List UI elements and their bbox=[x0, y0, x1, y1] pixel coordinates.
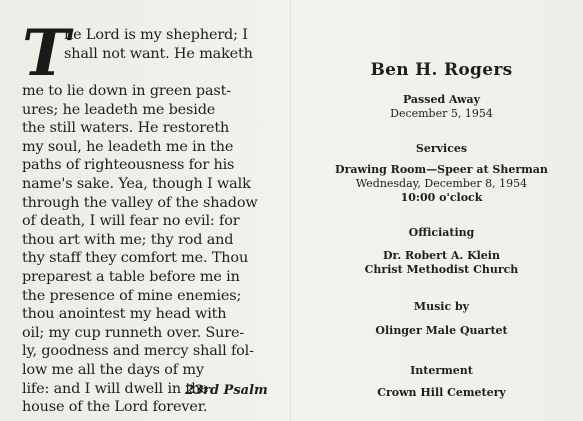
psalm-line: life: and I will dwell in the bbox=[22, 380, 209, 397]
psalm-line: thou art with me; thy rod and bbox=[22, 231, 234, 248]
psalm-indented-lines bbox=[64, 26, 282, 63]
cemetery-name: Crown Hill Cemetery bbox=[377, 386, 506, 399]
psalm-line: of death, I will fear no evil: for bbox=[22, 213, 240, 230]
services-label: Services bbox=[415, 142, 468, 155]
officiant-name: Dr. Robert A. Klein bbox=[383, 249, 500, 262]
psalm-line: thou anointest my head with bbox=[22, 306, 227, 323]
psalm-line: ures; he leadeth me beside bbox=[22, 101, 216, 118]
passed-label: Passed Away bbox=[402, 93, 481, 106]
memorial-details-panel bbox=[300, 0, 583, 421]
psalm-body bbox=[22, 82, 282, 417]
psalm-line: paths of righteousness for his bbox=[22, 157, 235, 174]
psalm-line: name's sake. Yea, though I walk bbox=[22, 175, 251, 192]
drop-cap: T bbox=[22, 16, 70, 91]
psalm-line: the presence of mine enemies; bbox=[22, 287, 242, 304]
psalm-line: preparest a table before me in bbox=[22, 268, 240, 285]
psalm-line: oil; my cup runneth over. Sure- bbox=[22, 324, 245, 341]
services-place: Drawing Room—Speer at Sherman bbox=[335, 163, 548, 176]
music-performers: Olinger Male Quartet bbox=[375, 324, 508, 337]
deceased-name: Ben H. Rogers bbox=[370, 60, 513, 80]
psalm-panel bbox=[22, 16, 282, 417]
psalm-line: my soul, he leadeth me in the bbox=[22, 138, 234, 155]
services-date: Wednesday, December 8, 1954 bbox=[355, 177, 528, 190]
psalm-line: house of the Lord forever. bbox=[22, 399, 208, 416]
psalm-line: the still waters. He restoreth bbox=[22, 120, 230, 137]
church-name: Christ Methodist Church bbox=[364, 263, 519, 276]
fold-line bbox=[290, 0, 291, 421]
services-time: 10:00 o'clock bbox=[400, 191, 483, 204]
music-label: Music by bbox=[413, 300, 470, 313]
psalm-line: low me all the days of my bbox=[22, 361, 204, 378]
psalm-line: ly, goodness and mercy shall fol- bbox=[22, 343, 254, 360]
psalm-attribution: 23rd Psalm bbox=[185, 383, 268, 398]
psalm-line: shall not want. He maketh bbox=[64, 45, 253, 62]
officiating-label: Officiating bbox=[408, 226, 475, 239]
psalm-line: me to lie down in green past- bbox=[22, 83, 231, 99]
psalm-line: thy staff they comfort me. Thou bbox=[22, 250, 249, 267]
passed-date: December 5, 1954 bbox=[390, 107, 493, 120]
interment-label: Interment bbox=[410, 364, 473, 377]
psalm-line: he Lord is my shepherd; I bbox=[64, 27, 248, 43]
psalm-line: through the valley of the shadow bbox=[22, 194, 258, 211]
